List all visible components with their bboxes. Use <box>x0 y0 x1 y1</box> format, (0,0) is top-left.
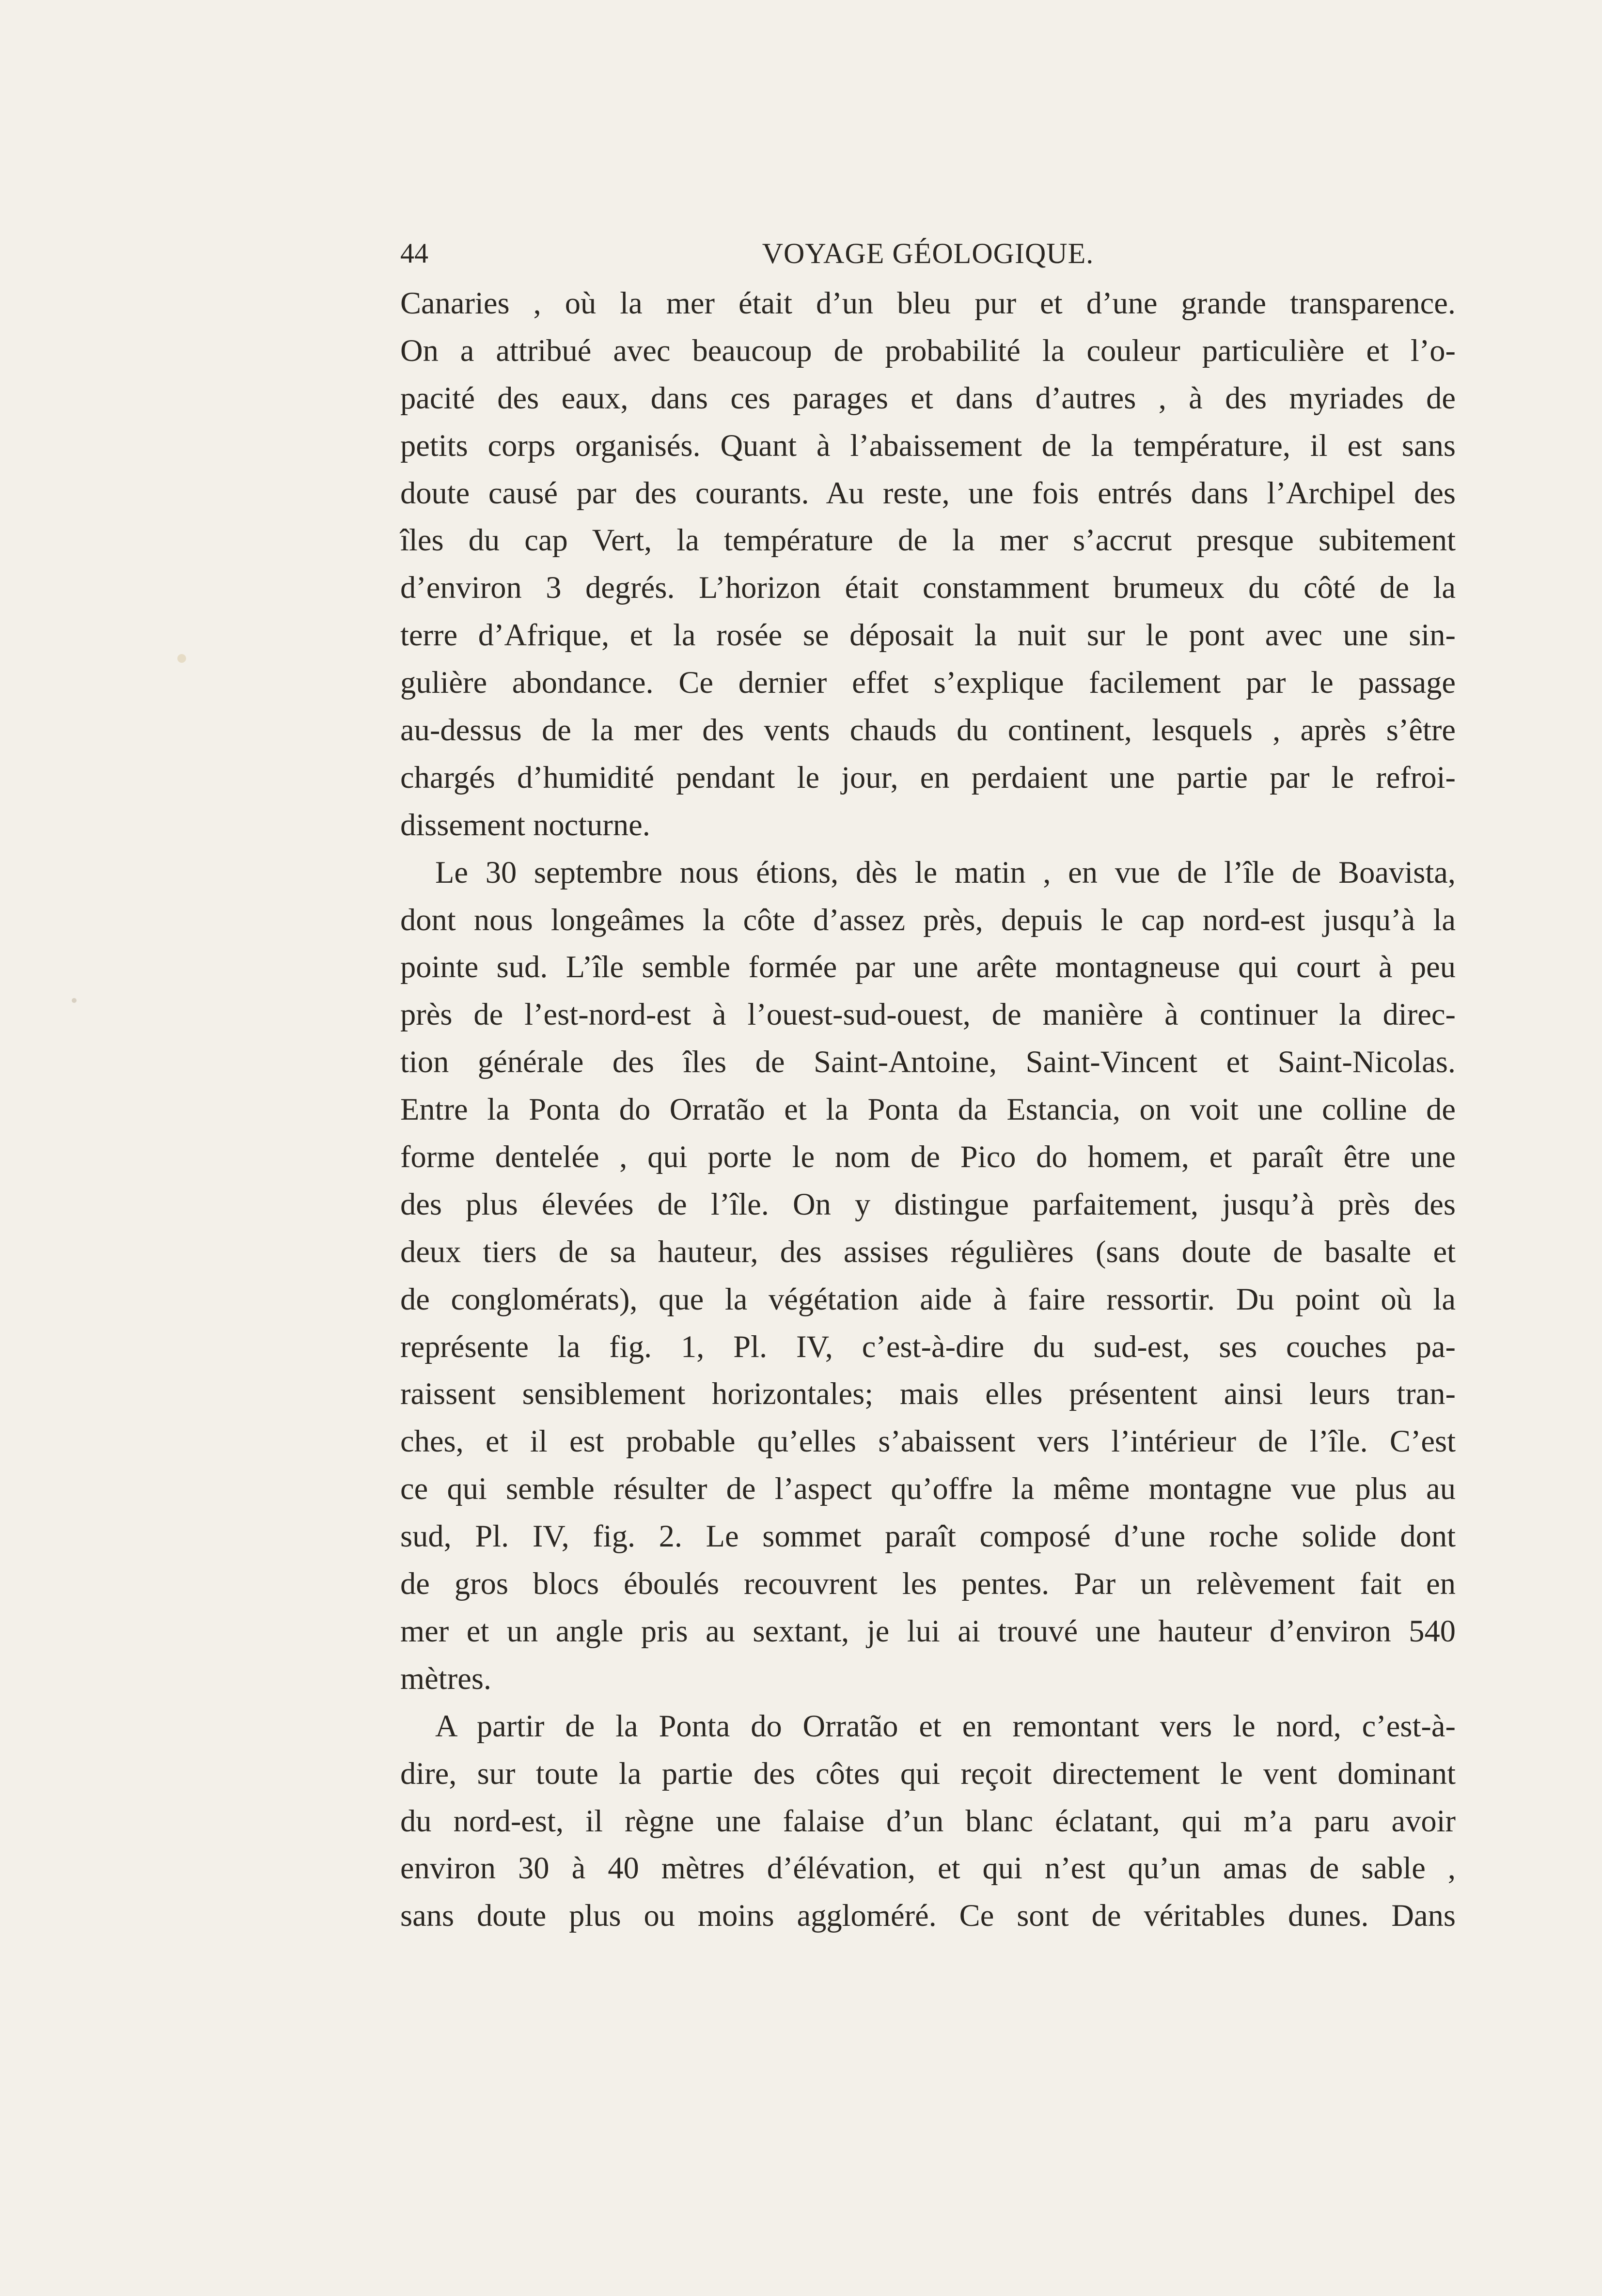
text-line: On a attribué avec beaucoup de probabilité la couleur particulière et l’o- <box>400 333 1456 368</box>
text-line: pointe sud. L’île semble formée par une arête montagneuse qui court à peu <box>400 950 1456 984</box>
text-line: pacité des eaux, dans ces parages et dans d’autres , à des myriades de <box>400 380 1456 415</box>
text-line: représente la fig. 1, Pl. IV, c’est-à-dire du sud-est, ses couches pa- <box>400 1329 1456 1364</box>
text-line: deux tiers de sa hauteur, des assises régulières (sans doute de basalte et <box>400 1234 1456 1269</box>
body-text <box>400 280 1456 1939</box>
paper-spot <box>177 654 186 663</box>
running-title: VOYAGE GÉOLOGIQUE. <box>762 237 1094 269</box>
text-line: dire, sur toute la partie des côtes qui reçoit directement le vent dominant <box>400 1756 1456 1791</box>
text-line: d’environ 3 degrés. L’horizon était constamment brumeux du côté de la <box>400 570 1456 605</box>
text-line: dont nous longeâmes la côte d’assez près, depuis le cap nord-est jusqu’à la <box>400 902 1456 937</box>
text-line: ce qui semble résulter de l’aspect qu’offre la même montagne vue plus au <box>400 1471 1456 1506</box>
text-line: sans doute plus ou moins aggloméré. Ce sont de véritables dunes. Dans <box>400 1898 1456 1933</box>
text-line: Entre la Ponta do Orratão et la Ponta da Estancia, on voit une colline de <box>400 1092 1456 1127</box>
text-line: mètres. <box>400 1661 492 1696</box>
text-line: îles du cap Vert, la température de la mer s’accrut presque subitement <box>400 523 1456 558</box>
text-line: sud, Pl. IV, fig. 2. Le sommet paraît composé d’une roche solide dont <box>400 1519 1456 1554</box>
text-line: du nord-est, il règne une falaise d’un blanc éclatant, qui m’a paru avoir <box>400 1803 1456 1838</box>
text-line: Le 30 septembre nous étions, dès le matin , en vue de l’île de Boavista, <box>435 855 1456 890</box>
text-line: mer et un angle pris au sextant, je lui ai trouvé une hauteur d’environ 540 <box>400 1613 1456 1648</box>
paper-spot <box>72 998 77 1003</box>
text-line: tion générale des îles de Saint-Antoine, Saint-Vincent et Saint-Nicolas. <box>400 1045 1456 1079</box>
text-line: raissent sensiblement horizontales; mais elles présentent ainsi leurs tran- <box>400 1376 1456 1411</box>
text-line: terre d’Afrique, et la rosée se déposait la nuit sur le pont avec une sin- <box>400 618 1456 653</box>
text-line: doute causé par des courants. Au reste, une fois entrés dans l’Archipel des <box>400 475 1456 510</box>
text-line: au-dessus de la mer des vents chauds du continent, lesquels , après s’être <box>400 713 1456 748</box>
text-line: Canaries , où la mer était d’un bleu pur et d’une grande transparence. <box>400 286 1456 320</box>
text-line: près de l’est-nord-est à l’ouest-sud-ouest, de manière à continuer la direc- <box>400 997 1456 1032</box>
text-line: A partir de la Ponta do Orratão et en remontant vers le nord, c’est-à- <box>435 1708 1456 1743</box>
text-line: environ 30 à 40 mètres d’élévation, et qui n’est qu’un amas de sable , <box>400 1851 1456 1886</box>
page-number: 44 <box>400 237 428 269</box>
text-line: chargés d’humidité pendant le jour, en perdaient une partie par le refroi- <box>400 760 1456 795</box>
text-line: de conglomérats), que la végétation aide à faire ressortir. Du point où la <box>400 1281 1456 1316</box>
text-line: petits corps organisés. Quant à l’abaissement de la température, il est sans <box>400 428 1456 463</box>
page-header <box>400 232 1456 275</box>
text-line: des plus élevées de l’île. On y distingue parfaitement, jusqu’à près des <box>400 1187 1456 1221</box>
text-line: ches, et il est probable qu’elles s’abaissent vers l’intérieur de l’île. C’est <box>400 1424 1456 1459</box>
text-line: dissement nocturne. <box>400 807 650 842</box>
text-line: forme dentelée , qui porte le nom de Pico do homem, et paraît être une <box>400 1140 1456 1174</box>
text-line: gulière abondance. Ce dernier effet s’explique facilement par le passage <box>400 665 1456 700</box>
text-line: de gros blocs éboulés recouvrent les pentes. Par un relèvement fait en <box>400 1566 1456 1601</box>
